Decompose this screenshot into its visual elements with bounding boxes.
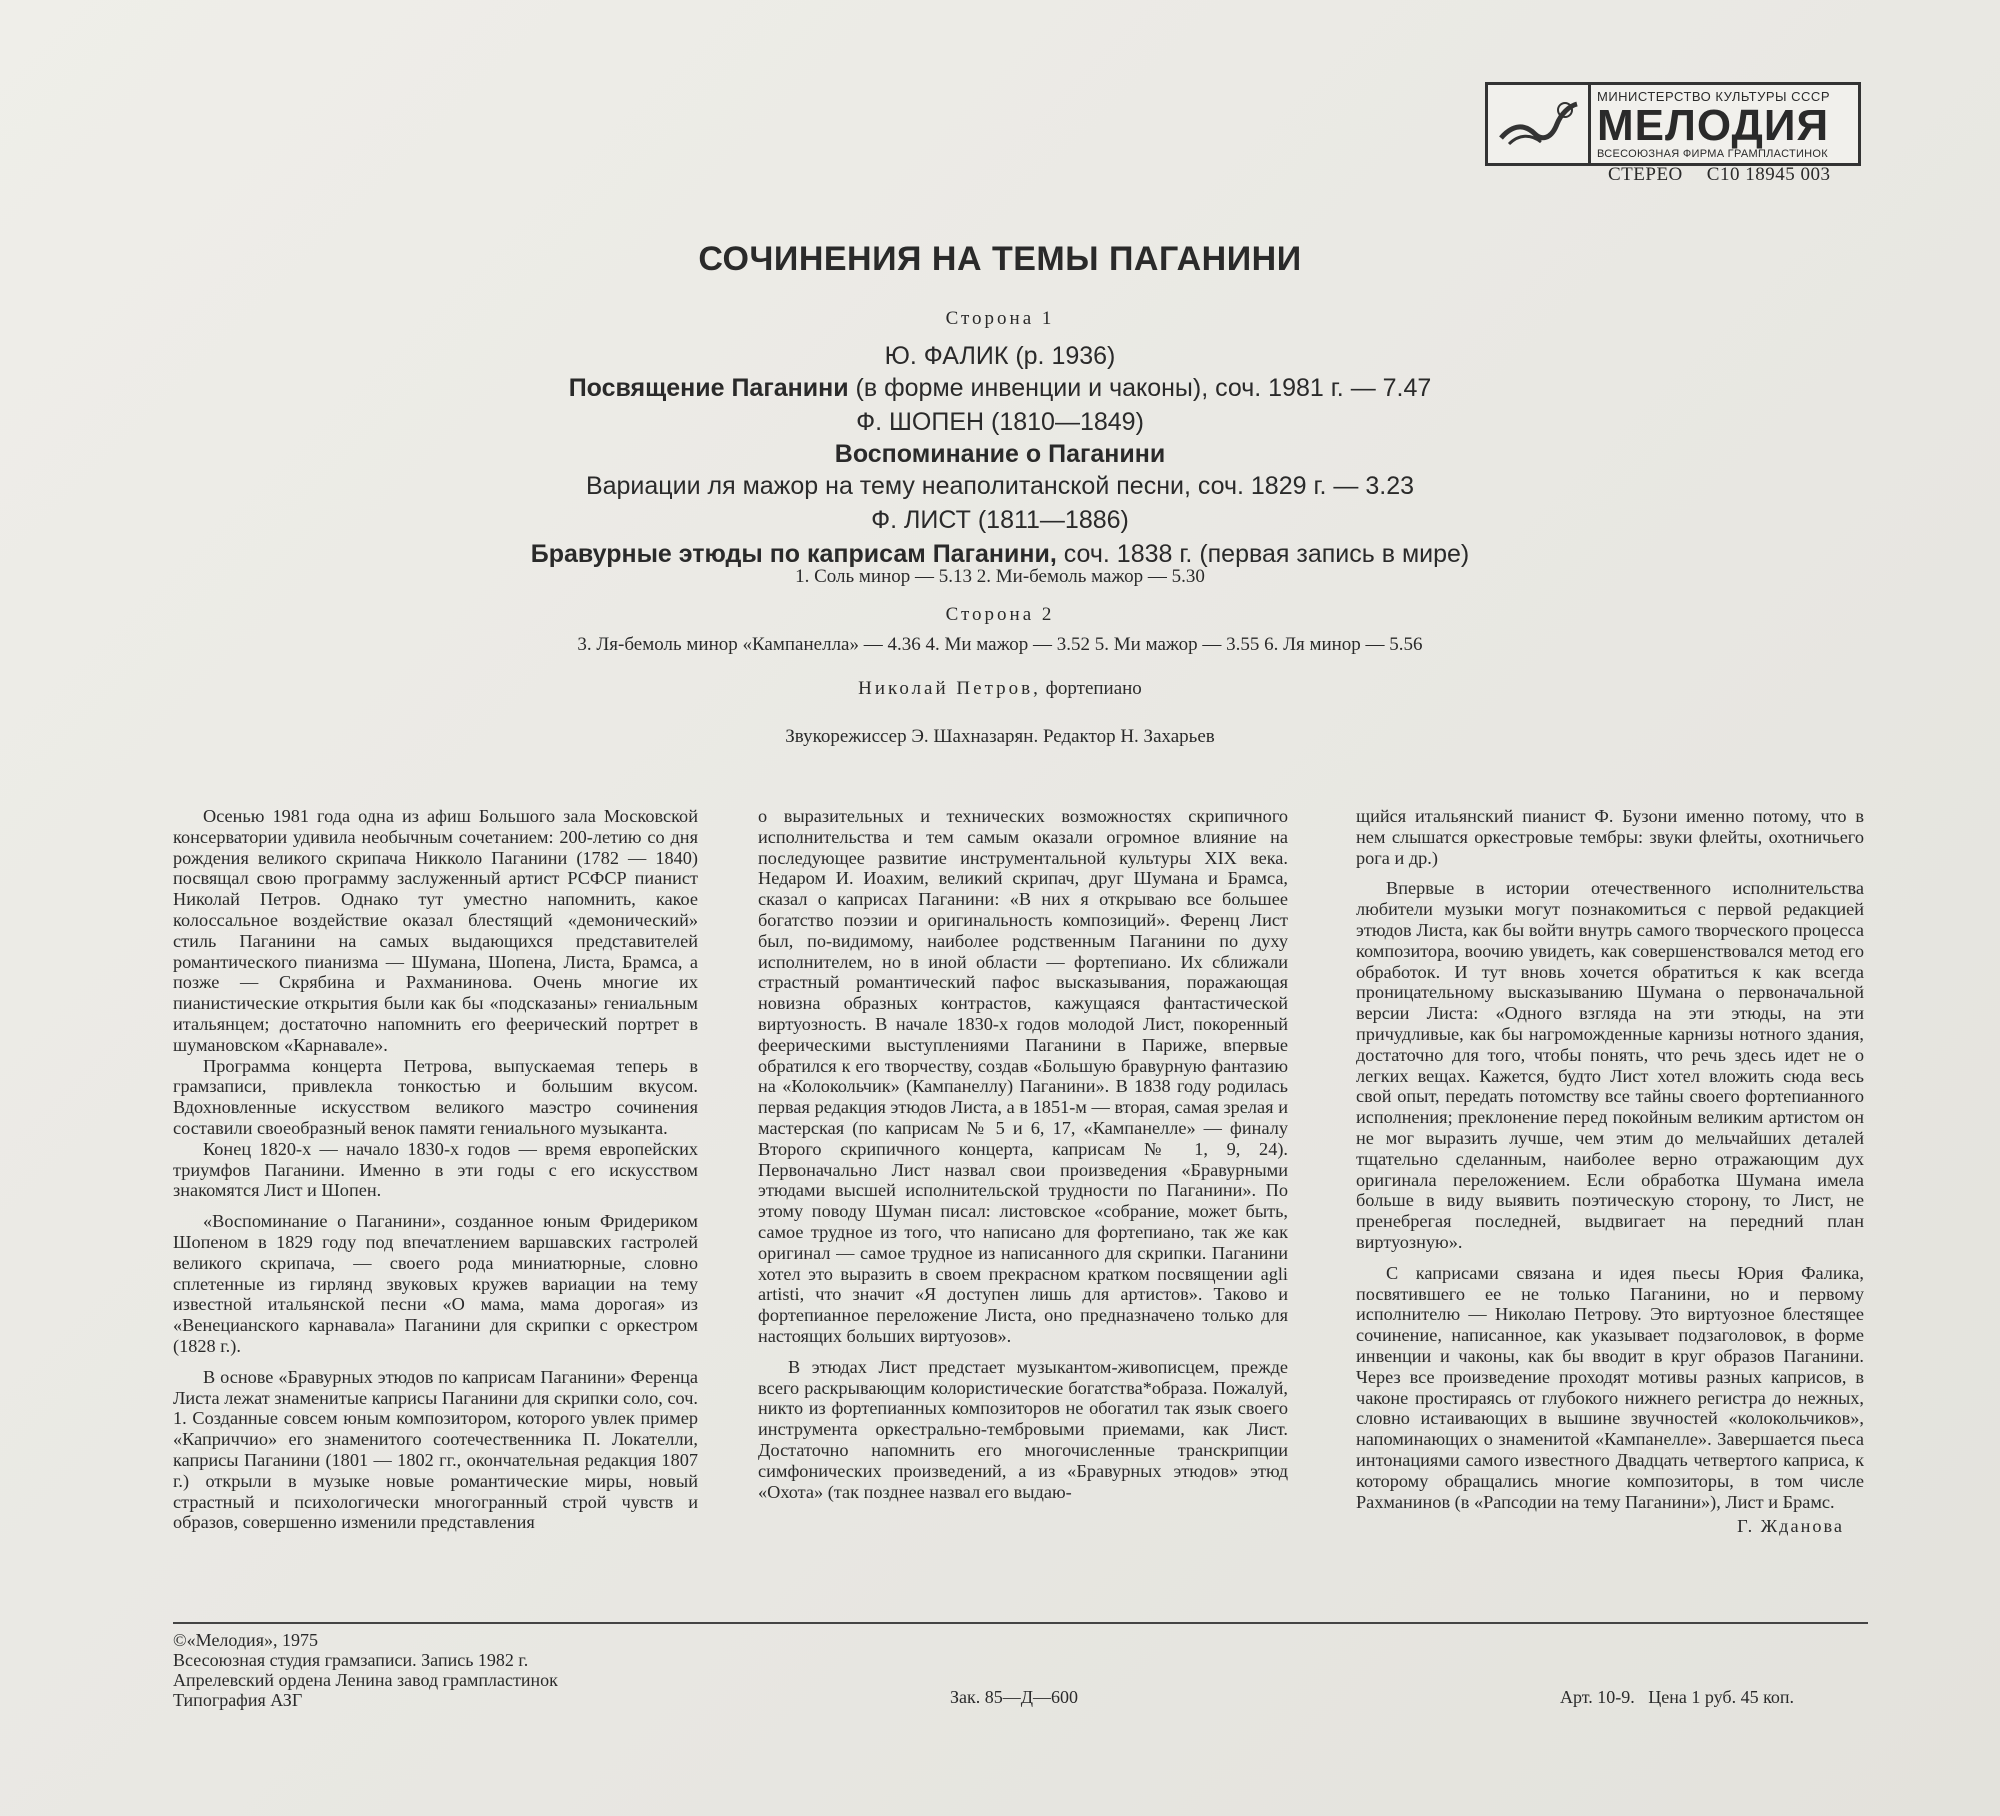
- side2-heading: Сторона 2: [945, 604, 1055, 625]
- liner-notes-column-1: [173, 806, 698, 1533]
- catalog-number: С10 18945 003: [1706, 164, 1831, 185]
- melodiya-logo: [1485, 82, 1861, 166]
- author-signature: Г. Жданова: [1737, 1516, 1844, 1537]
- work-chopin-subtitle: Вариации ля мажор на тему неаполитанской песни, соч. 1829 г. — 3.23: [585, 472, 1415, 500]
- studio-info: Всесоюзная студия грамзаписи. Запись 1982 г.: [173, 1650, 529, 1670]
- plant-info: Апрелевский ордена Ленина завод грампластинок: [173, 1670, 558, 1690]
- work-liszt: [100, 540, 1900, 569]
- logo-ministry: МИНИСТЕРСТВО КУЛЬТУРЫ СССР: [1597, 88, 1830, 104]
- composer-liszt: Ф. ЛИСТ (1811—1886): [871, 506, 1129, 534]
- work-chopin-title: Воспоминание о Паганини: [834, 440, 1166, 468]
- logo-firm: ВСЕСОЮЗНАЯ ФИРМА ГРАМПЛАСТИНОК: [1597, 147, 1828, 160]
- paragraph: о выразительных и технических возможностях скрипичного исполнительства и тем самым оказали огромное влияние на последующее развитие инструментальной культуры XIX века. Недаром И. Иоахим, великий скрипач, друг Шумана и Брамса, сказал о каприсах Паганини: «В них я открываю все большее богатство поэзии и оригинальность композиций». Ференц Лист был, по-видимому, наиболее родственным Паганини по духу исполнителем, но в иной области — фортепиано. Их сближали страстный романтический пафос высказывания, поражающая новизна образных контрастов, кажущаяся фантастической виртуозность. В начале 1830-х годов молодой Лист, покоренный феерическими выступлениями Паганини в Париже, впервые обратился к его творчеству, создав «Большую бравурную фантазию на «Колокольчик» (Кампанеллу) Паганини». В 1838 году родилась первая редакция этюдов Листа, а в 1851-м — вторая, самая зрелая и мастерская (по каприсам № 5 и 6, 17, «Кампанелле» — финалу Второго скрипичного концерта, каприсам № 1, 9, 24). Первоначально Лист назвал свои произведения «Бравурными этюдами высшей исполнительской трудности по Паганини». По этому поводу Шуман писал: листовское «собрание, может быть, самое трудное из того, что написано для фортепиано, так же как оригинал — самое трудное из написанного для скрипки. Паганини хотел это выразить в своем прекрасном кратком посвящении agli artisti, что значит «Я доступен лишь для артистов». Таково и фортепианное переложение Листа, оно предназначено только для настоящих больших виртуозов».: [758, 806, 1288, 1346]
- logo-brand: МЕЛОДИЯ: [1597, 100, 1830, 150]
- copyright: ©«Мелодия», 1975: [173, 1630, 318, 1650]
- work-falik: [100, 374, 1900, 403]
- paragraph: Осенью 1981 года одна из афиш Большого зала Московской консерватории удивила необычным сочетанием: 200-летию со дня рождения великого скрипача Никколо Паганини (1782 — 1840) посвящал свою программу заслуженный артист РСФСР пианист Николай Петров. Однако тут уместно напомнить, какое колоссальное воздействие оказал блестящий «демонический» стиль Паганини на самых выдающихся представителей романтического пианизма — Шумана, Шопена, Листа, Брамса, а позже — Скрябина и Рахманинова. Очень многие их пианистические открытия были как бы «подсказаны» гениальным итальянцем; достаточно напомнить его феерический портрет в шумановском «Карнавале».: [173, 806, 698, 1055]
- format-label: СТЕРЕО: [1608, 164, 1683, 185]
- credits: Звукорежиссер Э. Шахназарян. Редактор Н. Захарьев: [785, 726, 1215, 747]
- price: Цена 1 руб. 45 коп.: [1648, 1687, 1795, 1707]
- liner-notes-column-2: [758, 806, 1288, 1502]
- work-liszt-title: Бравурные этюды по каприсам Паганини,: [530, 540, 1057, 568]
- printer-info: Типография АЗГ: [173, 1690, 303, 1710]
- melodiya-emblem-icon: [1488, 85, 1591, 163]
- footer-divider: [173, 1622, 1868, 1624]
- side1-heading: Сторона 1: [945, 308, 1055, 329]
- work-falik-details: (в форме инвенции и чаконы), соч. 1981 г. — 7.47: [848, 374, 1432, 402]
- paragraph: Впервые в истории отечественного исполнительства любители музыки могут познакомиться с первой редакцией этюдов Листа, как бы войти внутрь самого творческого процесса композитора, воочию увидеть, как совершенствовался метод его обработок. И тут вновь хочется обратиться к как всегда проницательному высказыванию Шумана о первоначальной версии Листа: «Одного взгляда на эти этюды, на эти причудливые, как бы нагроможденные карнизы нотного здания, достаточно для того, чтобы понять, что речь здесь идет не о легких вещах. Кажется, будто Лист хотел вложить сюда весь свой опыт, передать потомству все тайны своего фортепианного исполнения; преклонение перед покойным великим артистом он не мог выразить лучше, чем этим до мельчайших деталей тщательно сделанным, наиболее верно отражающим дух оригинала переложением. Если обработка Шумана имела больше в виду выявить поэтическую сторону, то Лист, не пренебрегая последней, выдвигает на передний план виртуозную».: [1356, 878, 1864, 1252]
- paragraph: щийся итальянский пианист Ф. Бузони именно потому, что в нем слышатся оркестровые тембры: звуки флейты, охотничьего рога и др.): [1356, 806, 1864, 868]
- side1-etudes: 1. Соль минор — 5.13 2. Ми-бемоль мажор — 5.30: [795, 566, 1205, 587]
- composer-falik: Ю. ФАЛИК (р. 1936): [884, 342, 1116, 370]
- side2-etudes: 3. Ля-бемоль минор «Кампанелла» — 4.36 4. Ми мажор — 3.52 5. Ми мажор — 3.55 6. Ля минор — 5.56: [577, 634, 1423, 655]
- composer-chopin: Ф. ШОПЕН (1810—1849): [856, 408, 1144, 436]
- album-title: СОЧИНЕНИЯ НА ТЕМЫ ПАГАНИНИ: [698, 240, 1302, 278]
- paragraph: «Воспоминание о Паганини», созданное юным Фридериком Шопеном в 1829 году под впечатлением варшавских гастролей великого скрипача, — своего рода миниатюрные, словно сплетенные из гирлянд звуковых кружев вариации на тему известной итальянской песни «О мама, мама дорогая» из «Венецианского карнавала» Паганини для скрипки с оркестром (1828 г.).: [173, 1211, 698, 1356]
- work-falik-title: Посвящение Паганини: [568, 374, 849, 402]
- paragraph: В этюдах Лист предстает музыкантом-живописцем, прежде всего раскрывающим колористические богатства*образа. Пожалуй, никто из фортепианных композиторов не обогатил так язык своего инструмента оркестрально-тембровыми приемами, как Лист. Достаточно напомнить его многочисленные транскрипции симфонических произведений, а из «Бравурных этюдов» этюд «Охота» (так позднее назвал его выдаю-: [758, 1356, 1288, 1502]
- article-number: Арт. 10-9.: [1560, 1687, 1635, 1707]
- liner-notes-column-3: [1356, 806, 1864, 1537]
- paragraph: В основе «Бравурных этюдов по каприсам Паганини» Ференца Листа лежат знаменитые каприсы Паганини для скрипки соло, соч. 1. Созданные совсем юным композитором, которого увлек пример «Каприччио» его знаменитого соотечественника П. Локателли, каприсы Паганини (1801 — 1802 гг., окончательная редакция 1807 г.) открыли в музыке новые романтические миры, новый страстный и психологически многогранный строй чувств и образов, совершенно изменили представления: [173, 1366, 698, 1533]
- price-info: [1560, 1687, 1794, 1707]
- paragraph: С каприсами связана и идея пьесы Юрия Фалика, посвятившего ее не только Паганини, но и первому исполнителю — Николаю Петрову. Это виртуозное блестящее сочинение, написанное, как указывает подзаголовок, в форме инвенции и чаконы, как бы вводит в круг образов Паганини. Через все произведение проходят мотивы разных каприсов, в чаконе простираясь от глубокого нижнего регистра до нежных, словно истаивающих в вышине звучностей «колокольчиков», напоминающих о знаменитой «Кампанелле». Завершается пьеса интонациями самого известного Двадцать четвертого каприса, к которому обращались многие композиторы, в том числе Рахманинов (в «Рапсодии на тему Паганини»), Лист и Брамс.: [1356, 1262, 1864, 1512]
- paragraph: Программа концерта Петрова, выпускаемая теперь в грамзаписи, привлекла тонкостью и большим вкусом. Вдохновленные искусством великого маэстро сочинения составили своеобразный венок памяти гениального музыканта.: [173, 1055, 698, 1138]
- performer: [100, 678, 1900, 700]
- performer-instrument: фортепиано: [1040, 678, 1142, 699]
- paragraph: Конец 1820-х — начало 1830-х годов — время европейских триумфов Паганини. Именно в эти годы с его искусством знакомятся Лист и Шопен.: [173, 1138, 698, 1201]
- performer-name: Николай Петров,: [858, 678, 1041, 699]
- work-liszt-details: соч. 1838 г. (первая запись в мире): [1056, 540, 1470, 568]
- catalog-line: [1608, 164, 1854, 186]
- footer-left: [173, 1630, 558, 1710]
- order-number: Зак. 85—Д—600: [950, 1687, 1079, 1707]
